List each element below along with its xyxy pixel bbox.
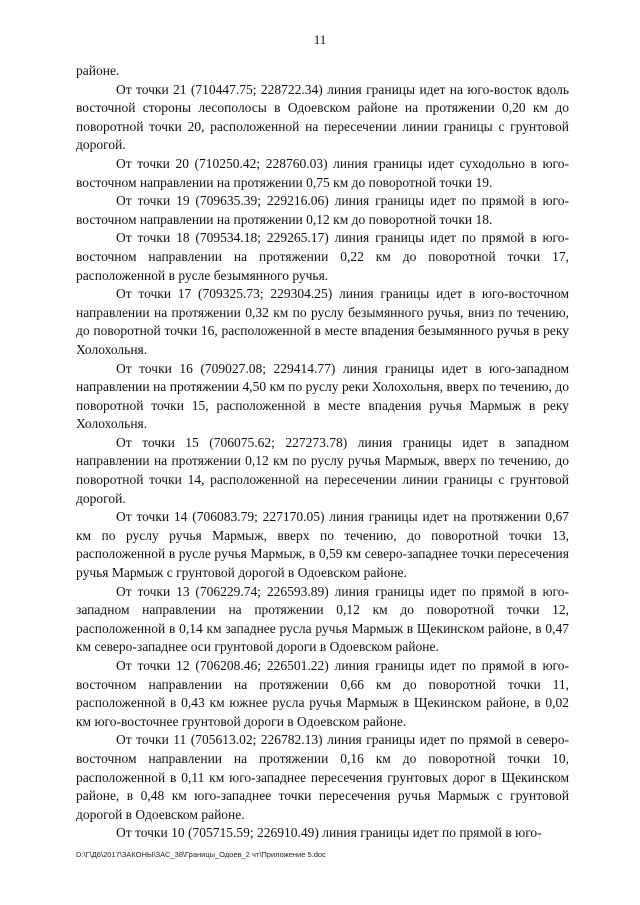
paragraph: От точки 15 (706075.62; 227273.78) линия границы идет в западном направлении на протяжении 0,12 км по руслу ручья Мармыж, вверх по течению, до поворотной точки 14, расположенной на пересечении линии границы с грунтовой дорогой. [76,434,569,506]
paragraph: От точки 18 (709534.18; 229265.17) линия границы идет по прямой в юго-восточном направлении на протяжении 0,22 км до поворотной точки 17, расположенной в русле безымянного ручья. [76,230,569,283]
paragraph: От точки 11 (705613.02; 226782.13) линия границы идет по прямой в северо-восточном направлении на протяжении 0,16 км до поворотной точки 10, расположенной в 0,11 км юго-западнее пересечения грунтовых дорог в Щекинском районе, в 0,48 км юго-западнее точки пересечения ручья Мармыж с грунтовой дорогой в Одоевском районе. [76,732,569,822]
paragraph: районе. [76,63,120,78]
paragraph: От точки 20 (710250.42; 228760.03) линия границы идет суходольно в юго-восточном направлении на протяжении 0,75 км до поворотной точки 19. [76,155,569,190]
paragraph: От точки 21 (710447.75; 228722.34) линия границы идет на юго-восток вдоль восточной стороны лесополосы в Одоевском районе на протяжении 0,20 км до поворотной точки 20, расположенной на пересечении линии границы с грунтовой дорогой. [76,81,569,153]
paragraph: От точки 16 (709027.08; 229414.77) линия границы идет в юго-западном направлении на протяжении 4,50 км по руслу реки Холохольня, вверх по течению, до поворотной точки 15, расположенной в месте впадения ручья Мармыж в реку Холохольня. [76,360,569,432]
paragraph: От точки 10 (705715.59; 226910.49) линия границы идет по прямой в юго- [116,825,542,841]
page-number: 11 [313,32,327,47]
paragraph: От точки 19 (709635.39; 229216.06) линия границы идет по прямой в юго-восточном направлении на протяжении 0,12 км до поворотной точки 18. [76,193,569,227]
document-body [76,62,569,843]
file-path-footer: D:\Г\Д6\2017\ЗАКОНЫ\ЗАС_38\Границы_Одоев_2 чт\Приложение 5.doc [76,850,326,859]
paragraph: От точки 17 (709325.73; 229304.25) линия границы идет в юго-восточном направлении на протяжении 0,32 км по руслу безымянного ручья, вниз по течению, до поворотной точки 16, расположенной в месте впадения безымянного ручья в реку Холохольня. [76,286,569,357]
paragraph: От точки 12 (706208.46; 226501.22) линия границы идет по прямой в юго-восточном направлении на протяжении 0,66 км до поворотной точки 11, расположенной в 0,43 км южнее русла ручья Мармыж в Щекинском районе, в 0,02 км юго-восточнее грунтовой дороги в Одоевском районе. [76,658,569,729]
paragraph: От точки 14 (706083.79; 227170.05) линия границы идет на протяжении 0,67 км по руслу ручья Мармыж, вверх по течению, до поворотной точки 13, расположенной в русле ручья Мармыж, в 0,59 км северо-западнее точки пересечения ручья Мармыж с грунтовой дорогой в Одоевском районе. [76,509,569,581]
paragraph: От точки 13 (706229.74; 226593.89) линия границы идет по прямой в юго-западном направлении на протяжении 0,12 км до поворотной точки 12, расположенной в 0,14 км западнее русла ручья Мармыж в Щекинском районе, в 0,47 км северо-западнее оси грунтовой дороги в Одоевском районе. [76,583,569,655]
